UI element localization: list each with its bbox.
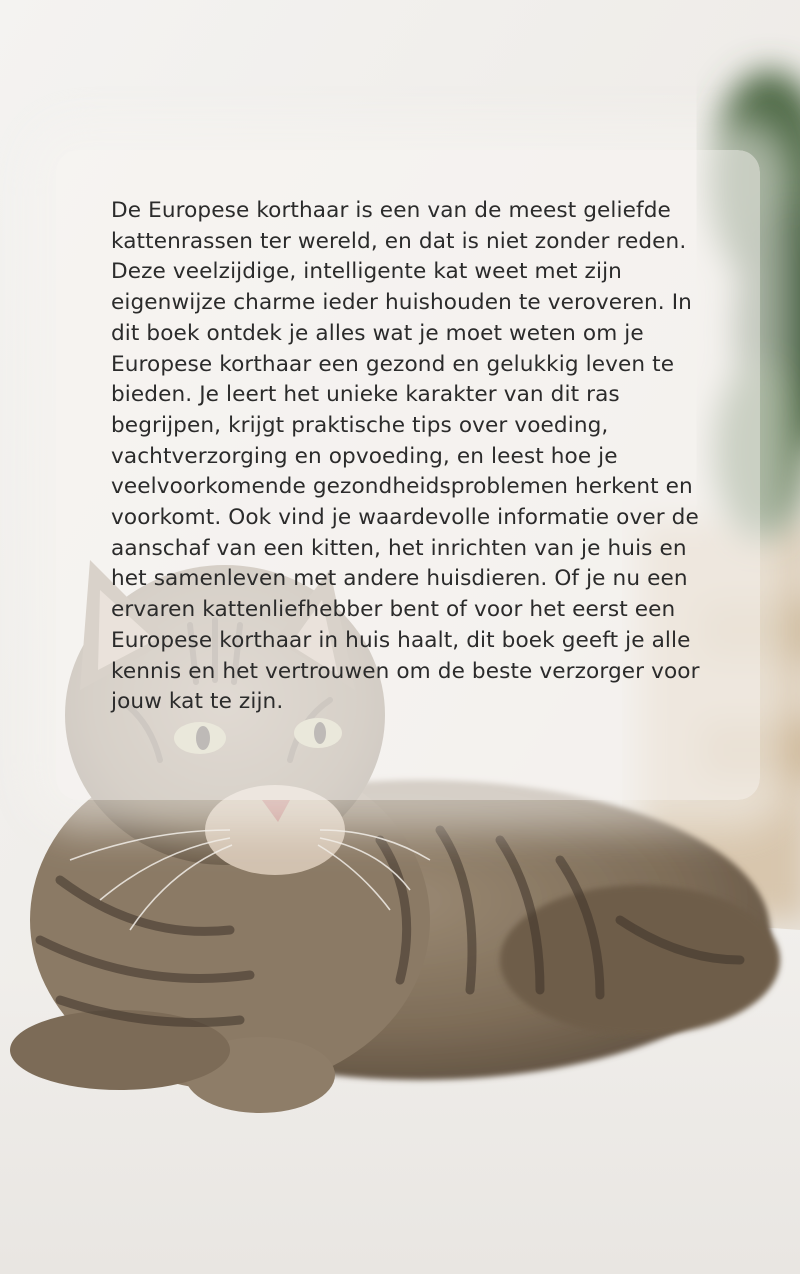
book-blurb-text: De Europese korthaar is een van de meest geliefde kattenrassen ter wereld, en dat is niet zonder reden. Deze veelzijdige, intelligente kat weet met zijn eigenwijze charme ieder huishouden te veroveren. In dit boek ontdek je alles wat je moet weten om je Europese korthaar een gezond en gelukkig leven te bieden. Je leert het unieke karakter van dit ras begrijpen, krijgt praktische tips over voeding, vachtverzorging en opvoeding, en leest hoe je veelvoorkomende gezondheidsproblemen herkent en voorkomt. Ook vind je waardevolle informatie over de aanschaf van een kitten, het inrichten van je huis en het samenleven met andere huisdieren. Of je nu een ervaren kattenliefhebber bent of voor het eerst een Europese korthaar in huis haalt, dit boek geeft je alle kennis en het vertrouwen om de beste verzorger voor jouw kat te zijn. [111,198,700,715]
